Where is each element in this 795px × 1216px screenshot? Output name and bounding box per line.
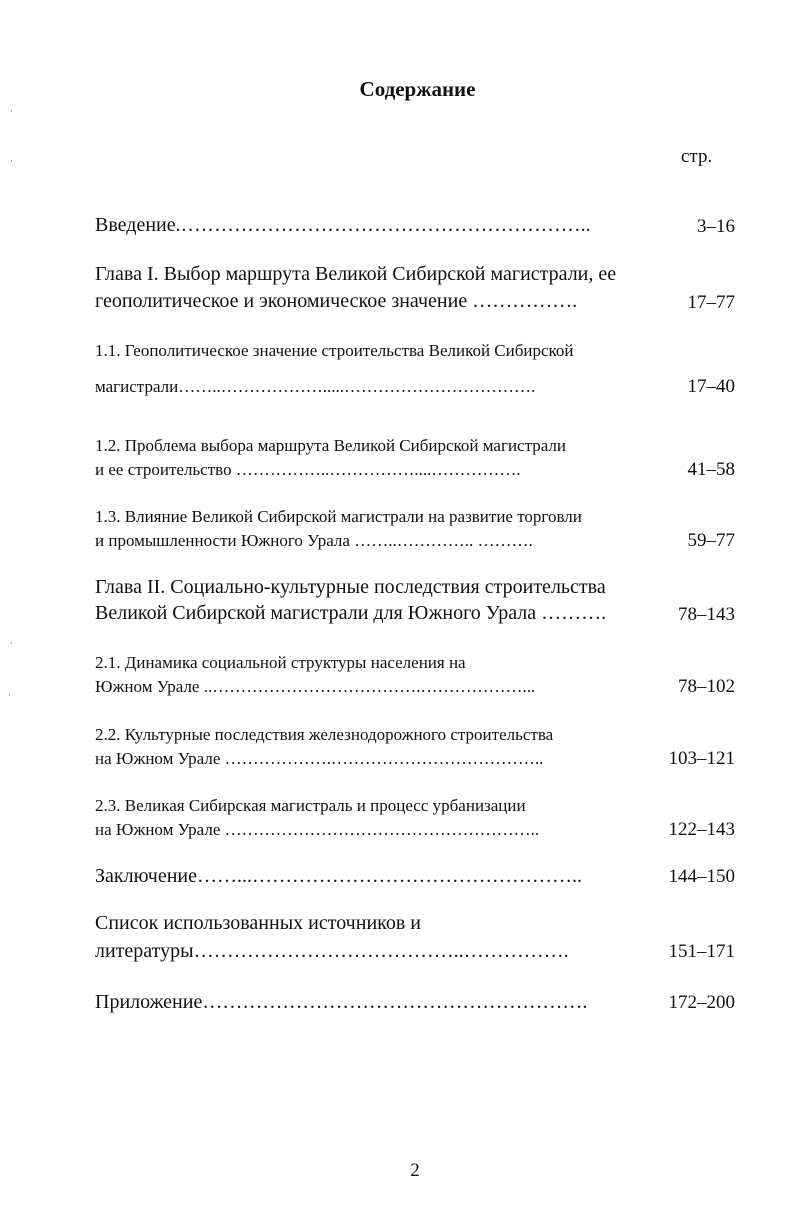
- toc-entry-pages: 172–200: [668, 992, 735, 1013]
- toc-entry-text: Великой Сибирской магистрали для Южного Урала ……….: [95, 602, 607, 624]
- toc-entry-pages: 78–102: [678, 676, 735, 697]
- toc-entry-text: магистрали……..……………….....…………………………….: [95, 377, 536, 396]
- toc-entry-text: геополитическое и экономическое значение …………….: [95, 290, 578, 312]
- toc-entry-pages: 78–143: [678, 604, 735, 625]
- toc-entry-pages: 17–77: [687, 292, 735, 313]
- page-column-label: стр.: [681, 146, 713, 167]
- toc-entry-text: и ее строительство ……………..……………....…………….: [95, 460, 521, 479]
- scan-mark: ·: [10, 106, 13, 116]
- toc-entry-text: Глава I. Выбор маршрута Великой Сибирской магистрали, ее: [95, 263, 617, 285]
- toc-entry-text: Заключение……...…………………………………………..: [95, 865, 582, 887]
- toc-entry-text: 1.1. Геополитическое значение строительства Великой Сибирской: [95, 341, 574, 360]
- scan-mark: ·: [8, 690, 11, 700]
- toc-entry-pages: 59–77: [687, 530, 735, 551]
- toc-entry-pages: 122–143: [668, 819, 735, 840]
- toc-entry-text: Южном Урале ..……………………………….………………...: [95, 677, 536, 696]
- toc-entry-text: Глава II. Социально-культурные последствия строительства: [95, 576, 606, 598]
- toc-entry-text: 2.3. Великая Сибирская магистраль и процесс урбанизации: [95, 796, 526, 815]
- toc-entry-text: на Южном Урале ……………….………………………………..: [95, 749, 544, 768]
- toc-entry-text: и промышленности Южного Урала ……..………….. ……….: [95, 531, 533, 550]
- toc-entry-text: литературы…………………………………..…………….: [95, 940, 569, 962]
- page-number: 2: [410, 1160, 420, 1181]
- toc-entry-pages: 151–171: [668, 941, 735, 962]
- toc-entry-text: 2.1. Динамика социальной структуры населения на: [95, 653, 466, 672]
- page-title: Содержание: [359, 77, 476, 101]
- toc-entry-text: Приложение………………………………………………….: [95, 991, 588, 1013]
- toc-entry-text: 1.3. Влияние Великой Сибирской магистрали на развитие торговли: [95, 507, 582, 526]
- toc-entry-pages: 41–58: [687, 459, 735, 480]
- toc-entry-text: 1.2. Проблема выбора маршрута Великой Сибирской магистрали: [95, 436, 566, 455]
- toc-entry-pages: 144–150: [668, 866, 735, 887]
- toc-entry-pages: 17–40: [687, 376, 735, 397]
- toc-entry-pages: 3–16: [697, 216, 735, 237]
- scan-mark: ·: [10, 156, 13, 166]
- toc-entry-text: 2.2. Культурные последствия железнодорожного строительства: [95, 725, 554, 744]
- toc-entry-text: на Южном Урале ………………………………………………..: [95, 820, 540, 839]
- toc-entry-text: Список использованных источников и: [95, 912, 421, 934]
- toc-entry-pages: 103–121: [668, 748, 735, 769]
- scan-mark: ·: [10, 638, 13, 648]
- toc-entry-text: Введение.……………………………………………………..: [95, 214, 591, 236]
